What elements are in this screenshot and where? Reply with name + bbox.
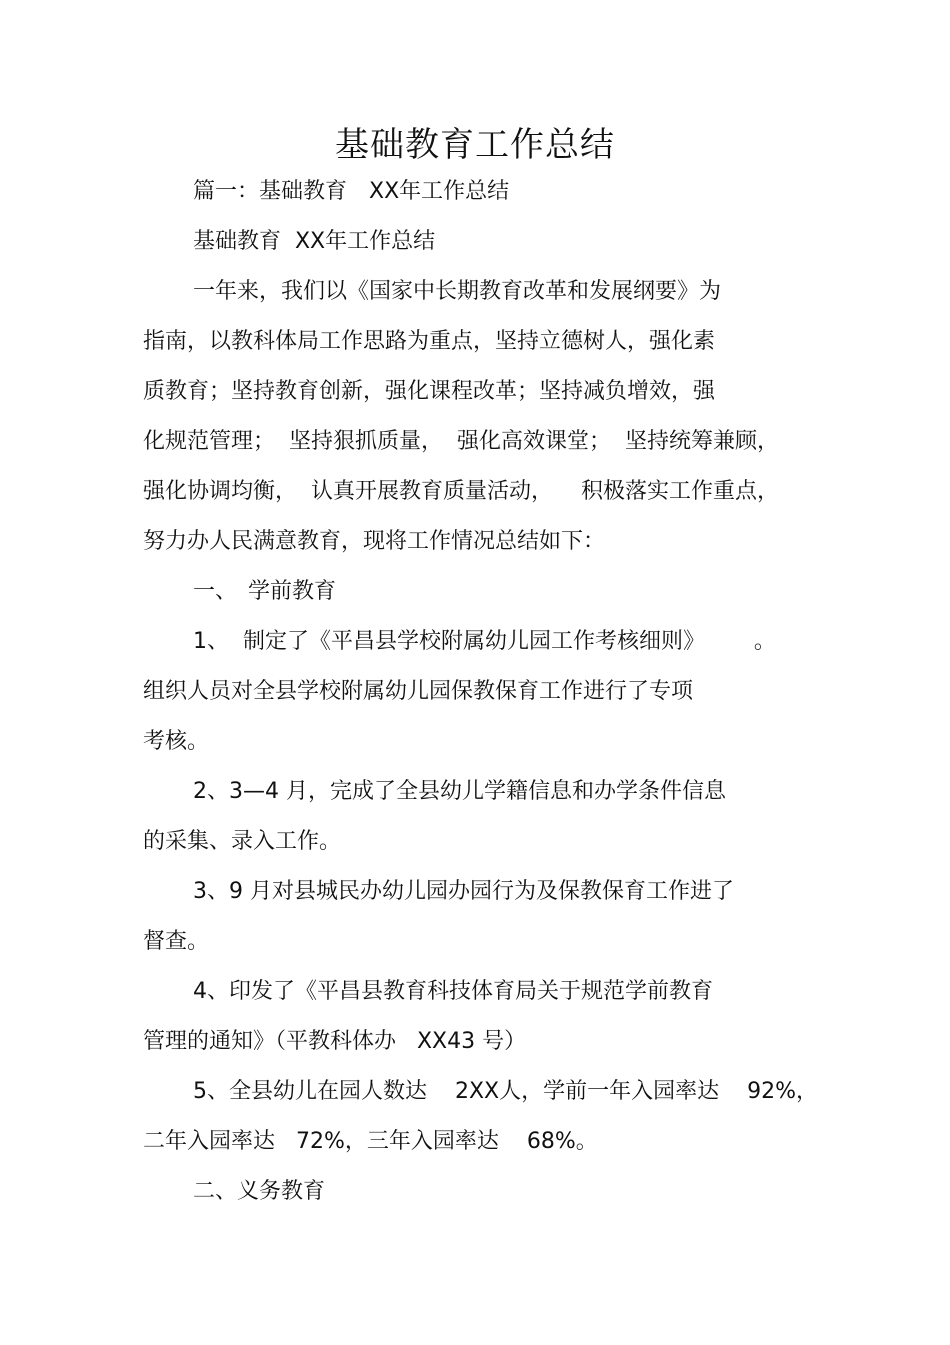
paragraph-line: 的采集、录入工作。 [143, 829, 342, 854]
section-heading-article-one: 篇一：基础教育 XX年工作总结 [193, 179, 510, 204]
section-heading-compulsory: 二、义务教育 [193, 1179, 326, 1204]
paragraph-line: 指南，以教科体局工作思路为重点，坚持立德树人，强化素 [143, 329, 716, 354]
paragraph-line: 质教育；坚持教育创新，强化课程改革；坚持减负增效，强 [143, 379, 716, 404]
section-heading-preschool: 一、 学前教育 [193, 579, 337, 604]
document-title: 基础教育工作总结 [335, 125, 615, 165]
paragraph-line: 1、 制定了《平昌县学校附属幼儿园工作考核细则》 。 [193, 629, 776, 654]
paragraph-line: 5、全县幼儿在园人数达 2XX人，学前一年入园率达 92%， [193, 1079, 818, 1104]
paragraph-line: 3、9 月对县城民办幼儿园办园行为及保教保育工作进了 [193, 879, 734, 904]
paragraph-line: 强化协调均衡， 认真开展教育质量活动， 积极落实工作重点， [143, 479, 779, 504]
paragraph-line: 考核。 [143, 729, 210, 754]
paragraph-line: 督查。 [143, 929, 210, 954]
paragraph-line: 二年入园率达 72%，三年入园率达 68%。 [143, 1129, 598, 1154]
paragraph-line: 2、3—4 月，完成了全县幼儿学籍信息和办学条件信息 [193, 779, 726, 804]
paragraph-line: 化规范管理； 坚持狠抓质量， 强化高效课堂； 坚持统筹兼顾， [143, 429, 779, 454]
paragraph-line: 管理的通知》（平教科体办 XX43 号） [143, 1029, 527, 1054]
subtitle: 基础教育 XX年工作总结 [193, 229, 436, 254]
paragraph-line: 4、印发了《平昌县教育科技体育局关于规范学前教育 [193, 979, 713, 1004]
paragraph-line: 组织人员对全县学校附属幼儿园保教保育工作进行了专项 [143, 679, 694, 704]
paragraph-line: 一年来，我们以《国家中长期教育改革和发展纲要》为 [193, 279, 722, 304]
paragraph-line: 努力办人民满意教育，现将工作情况总结如下： [143, 529, 606, 554]
